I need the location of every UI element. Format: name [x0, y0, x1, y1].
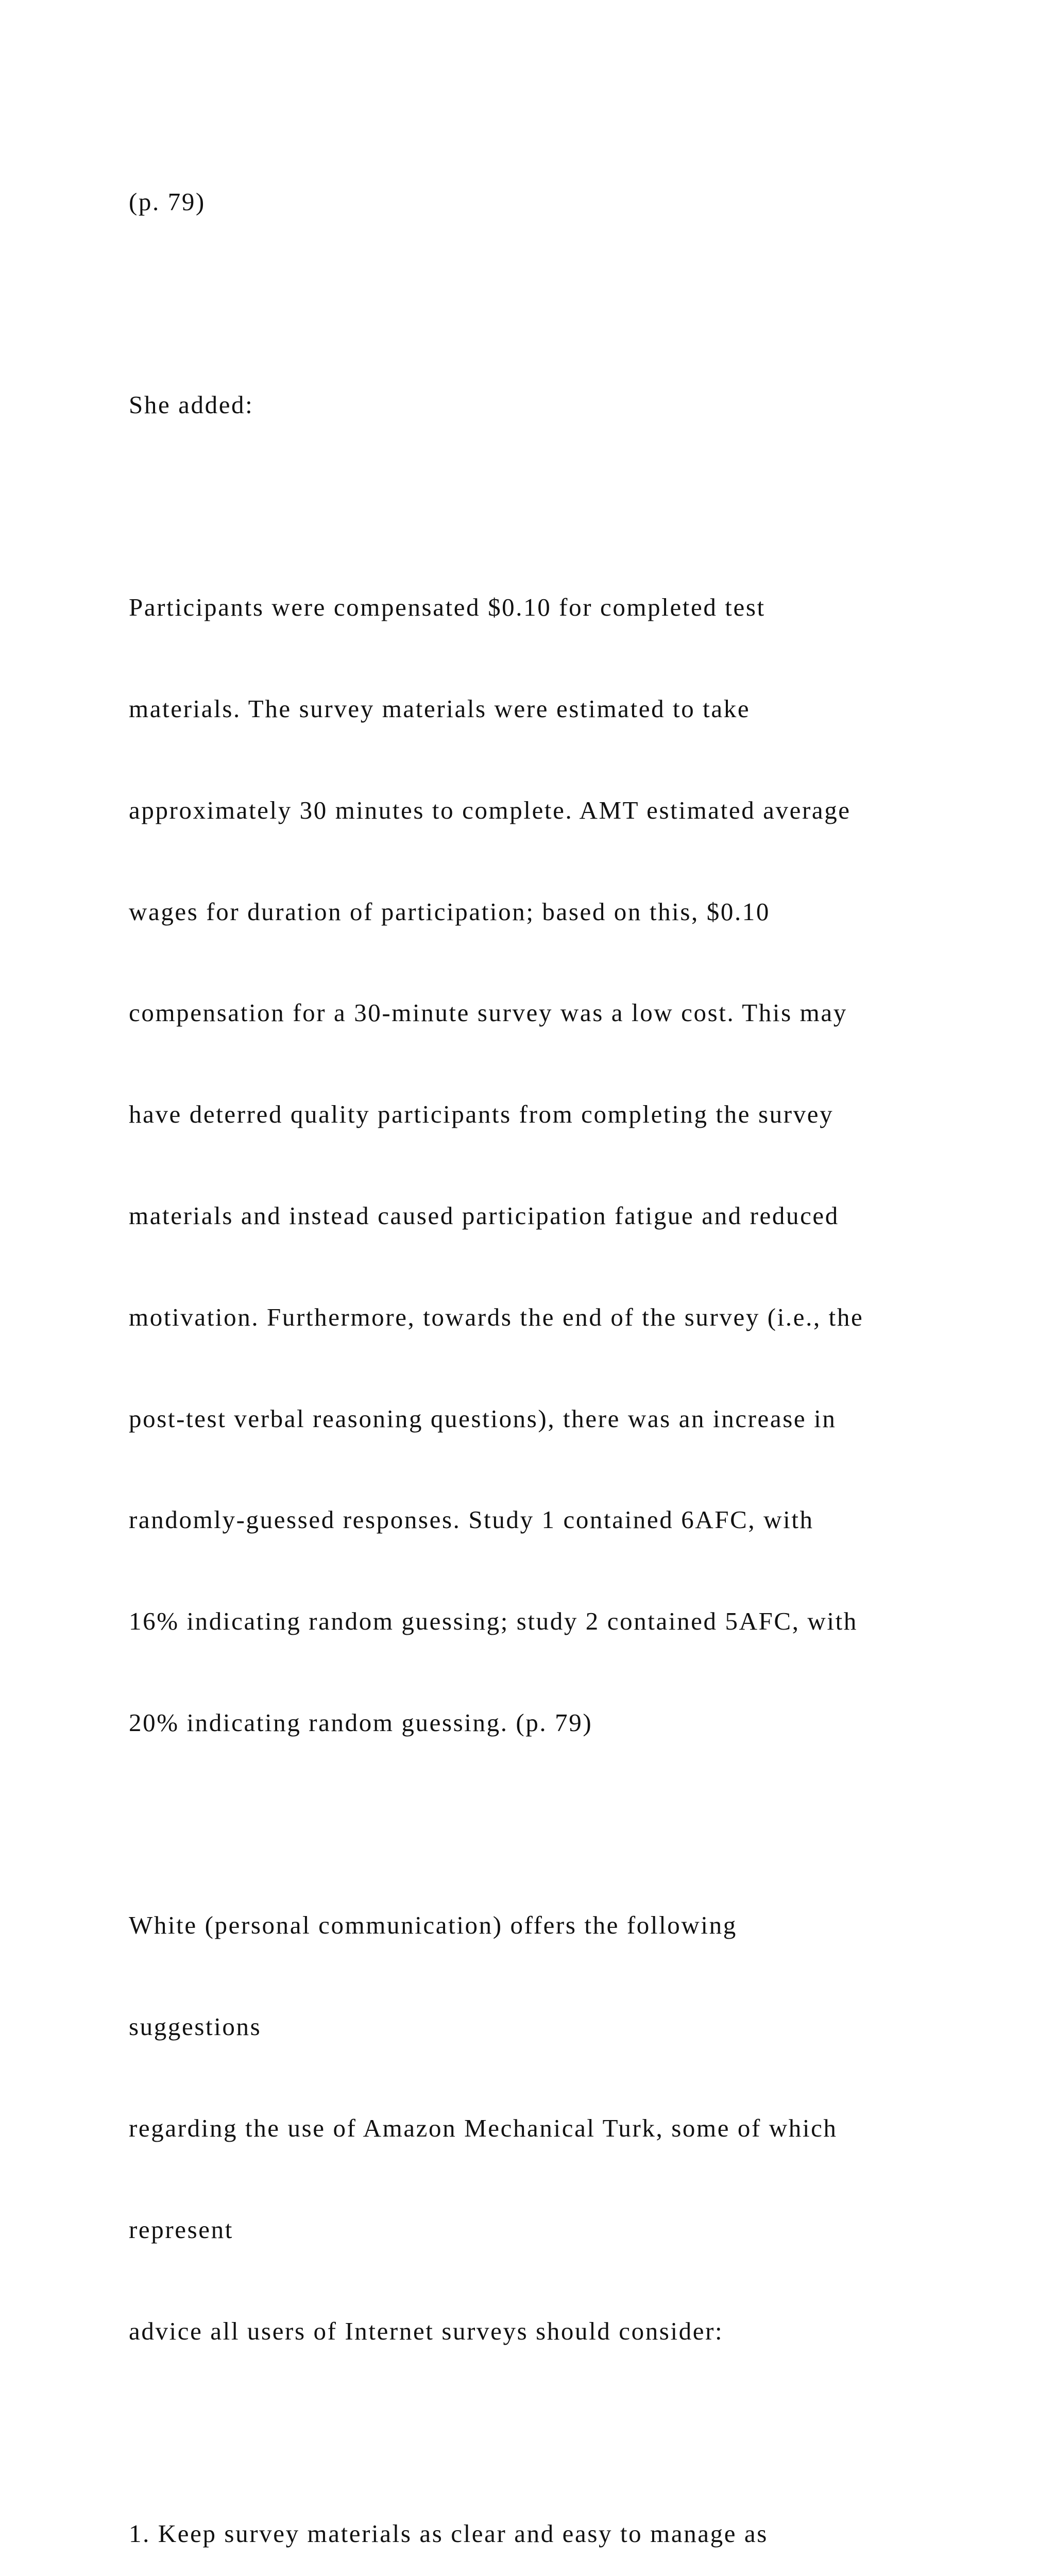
text-line: materials and instead caused participation fatigue and reduced [129, 1201, 839, 1230]
text-line: advice all users of Internet surveys should consider: [129, 2316, 724, 2345]
text-line: Participants were compensated $0.10 for completed test [129, 593, 765, 622]
text-line: approximately 30 minutes to complete. AMT estimated average [129, 795, 851, 824]
text-line: (p. 79) [129, 188, 206, 216]
text-line: 16% indicating random guessing; study 2 contained 5AFC, with [129, 1607, 858, 1636]
text-line: regarding the use of Amazon Mechanical Turk, some of which [129, 2114, 838, 2143]
text-line: represent [129, 2215, 233, 2244]
blank-line [129, 2415, 1005, 2449]
text-line: White (personal communication) offers the following [129, 1911, 737, 1940]
text-line: randomly-guessed responses. Study 1 contained 6AFC, with [129, 1505, 814, 1534]
text-line: suggestions [129, 2012, 262, 2041]
body-text [129, 117, 1005, 2576]
text-line: wages for duration of participation; based on this, $0.10 [129, 897, 771, 926]
text-line: have deterred quality participants from completing the survey [129, 1100, 834, 1129]
text-line: compensation for a 30-minute survey was a low cost. This may [129, 998, 847, 1027]
blank-line [129, 489, 1005, 523]
text-line: She added: [129, 390, 254, 419]
text-line: materials. The survey materials were estimated to take [129, 694, 751, 723]
text-line: 1. Keep survey materials as clear and easy to manage as [129, 2519, 768, 2548]
text-line: post-test verbal reasoning questions), there was an increase in [129, 1404, 837, 1433]
text-line: motivation. Furthermore, towards the end of the survey (i.e., the [129, 1302, 864, 1331]
blank-line [129, 286, 1005, 320]
text-line: 20% indicating random guessing. (p. 79) [129, 1708, 593, 1737]
blank-line [129, 1807, 1005, 1841]
